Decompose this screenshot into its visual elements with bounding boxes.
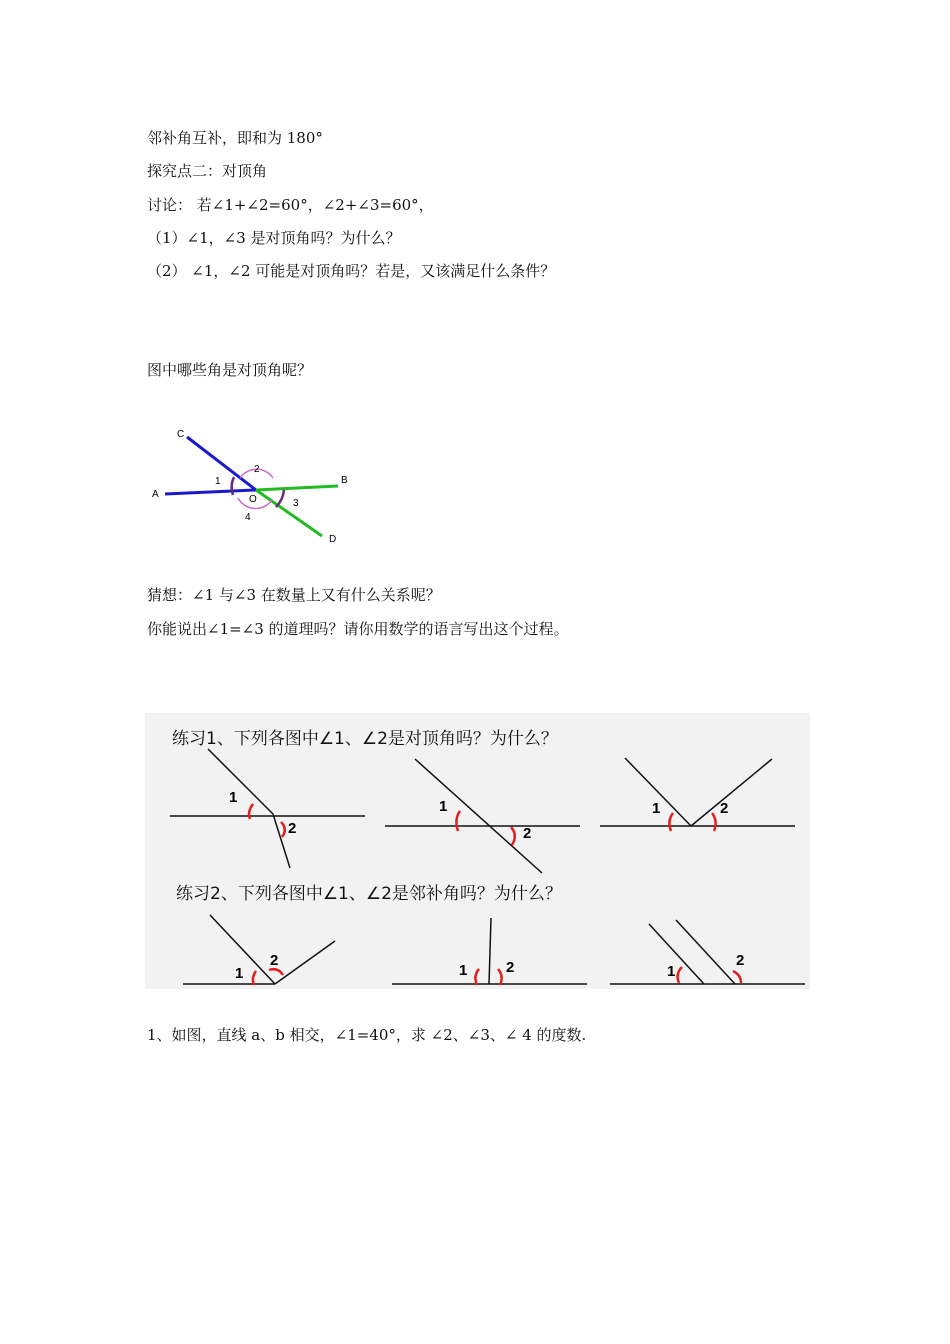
- ex2-fig2-label-1: 1: [459, 962, 468, 979]
- ex1-fig1-label-1: 1: [229, 789, 238, 806]
- angle-3-label: 3: [293, 498, 299, 509]
- exercise-figures: [145, 713, 810, 989]
- exercise-1-title: 练习1、下列各图中∠1、∠2是对顶角吗？为什么？: [172, 729, 558, 749]
- point-o-label: O: [249, 494, 257, 505]
- text-line-3: 讨论： 若∠1+∠2=60°，∠2+∠3=60°，: [147, 196, 434, 214]
- ex2-fig3-label-1: 1: [667, 963, 676, 980]
- vertical-angles-figure: [140, 418, 370, 553]
- point-d-label: D: [329, 534, 337, 545]
- ex1-fig3-label-2: 2: [720, 800, 729, 817]
- exercise-panel: [145, 713, 810, 989]
- ex1-fig2-label-2: 2: [523, 825, 532, 842]
- ex2-fig3-label-2: 2: [736, 952, 745, 969]
- text-line-7: 猜想：∠1 与∠3 在数量上又有什么关系呢？: [147, 586, 441, 604]
- ex1-fig1-label-2: 2: [288, 820, 297, 837]
- text-line-2: 探究点二：对顶角: [147, 162, 268, 180]
- ex2-fig1-label-2: 2: [270, 952, 279, 969]
- text-line-9: 1、如图，直线 a、b 相交，∠1=40°，求 ∠2、∠3、∠ 4 的度数.: [147, 1026, 587, 1044]
- text-line-1: 邻补角互补，即和为 180°: [147, 129, 323, 147]
- point-a-label: A: [152, 489, 159, 500]
- text-line-5: （2） ∠1，∠2 可能是对顶角吗？若是，又该满足什么条件？: [147, 262, 556, 280]
- angle-1-label: 1: [215, 476, 221, 487]
- point-c-label: C: [177, 429, 185, 440]
- text-line-6: 图中哪些角是对顶角呢？: [147, 361, 313, 379]
- angle-2-label: 2: [254, 464, 260, 475]
- angle-4-label: 4: [245, 512, 251, 523]
- text-line-4: （1）∠1，∠3 是对顶角吗？为什么？: [147, 229, 401, 247]
- ex2-fig2-label-2: 2: [506, 959, 515, 976]
- exercise-2-title: 练习2、下列各图中∠1、∠2是邻补角吗？为什么？: [176, 884, 562, 904]
- point-b-label: B: [341, 475, 348, 486]
- ex2-fig1-label-1: 1: [235, 965, 244, 982]
- ex1-fig3-label-1: 1: [652, 800, 661, 817]
- ex1-fig2-label-1: 1: [439, 798, 448, 815]
- text-line-8: 你能说出∠1=∠3 的道理吗？请你用数学的语言写出这个过程。: [147, 620, 569, 638]
